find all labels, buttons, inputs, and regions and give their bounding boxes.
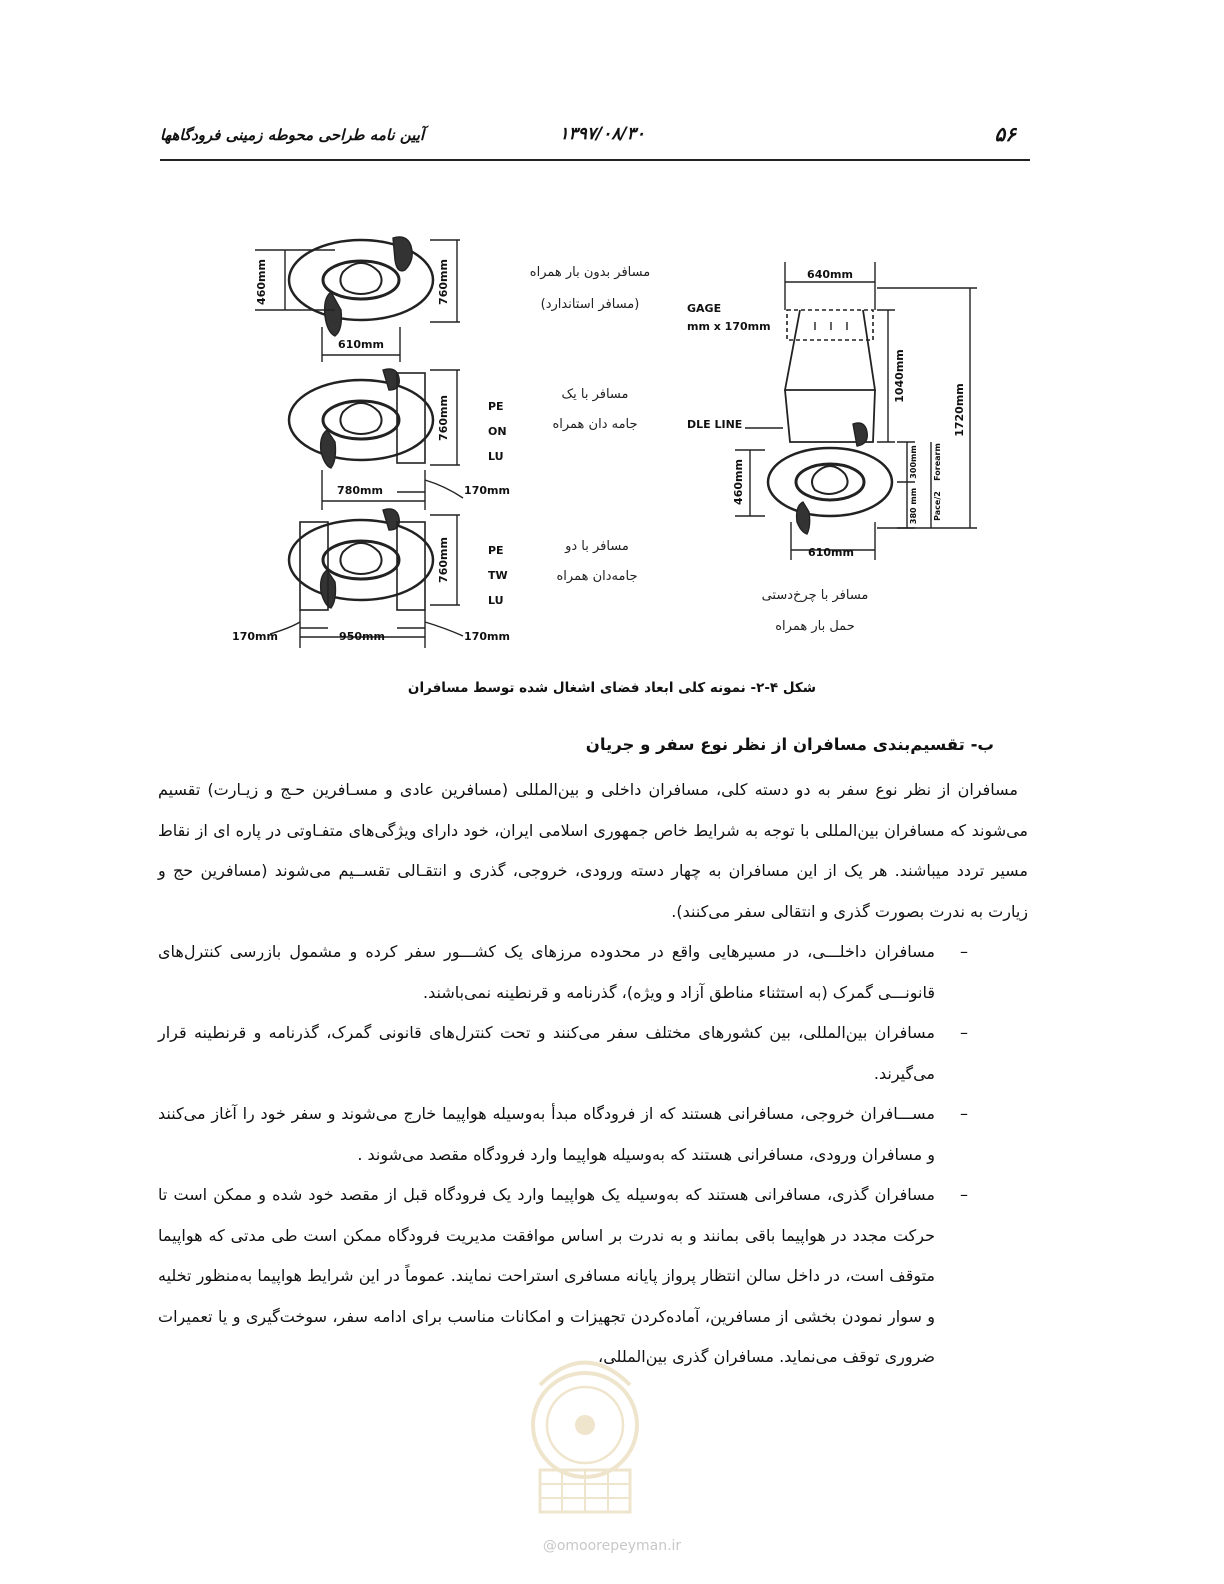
label-two-bags-line2: جامه‌دان همراه (556, 569, 638, 584)
dim-170-3: 170mm (464, 630, 510, 643)
label-lu-1: LU (488, 450, 504, 463)
bullet-dash: – (960, 942, 968, 961)
bullet-text: مسافران گذری، مسافرانی هستند که به‌وسیله یک هواپیما وارد یک فرودگاه قبل از مقصد خود شده و ممکن است تا حرکت مجدد در هواپیما باقی بمانند و به ندرت بر اساس موافقت مدیریت فرودگاه ممکن است طی مدتی که هواپیما متوقف است، در داخل سالن انتظار پرواز پایانه مسافری استراحت نمایند. عموماً در این شرایط هواپیما به‌منظور تخلیه و سوار نمودن بخشی از مسافرین، آماده‌کردن تجهیزات و امکانات مناسب برای ادامه سفر، سوخت‌گیری و یا تعمیرات ضروری توقف می‌نماید. مسافران گذری بین‌المللی، (158, 1185, 935, 1366)
bullet-dash: – (960, 1023, 968, 1042)
bullet-text: مسافران داخلـــی، در مسیرهایی واقع در محدوده مرزهای یک کشـــور سفر کرده و مشمول بازرسی کنترل‌های قانونـــی گمرک (به استثناء مناطق آزاد و ویژه)، گذرنامه و قرنطینه نمی‌باشند. (158, 942, 935, 1002)
dim-760-2: 760mm (437, 395, 450, 441)
dim-460-2: 460mm (732, 459, 745, 505)
label-gage-size: mm x 170mm (687, 320, 771, 333)
label-on: ON (488, 425, 507, 438)
intro-paragraph: مسافران از نظر نوع سفر به دو دسته کلی، مسافران داخلی و بین‌المللی (مسافرین عادی و مسـافرین حـج و زیـارت) تقسیم می‌شوند که مسافران بین‌المللی با توجه به شرایط خاص جمهوری اسلامی ایران، خود دارای ویژگی‌های متفـاوتی در پاره ای از نقاط مسیر تردد میباشند. هر یک از این مسافران به چهار دسته ورودی، خروجی، گذری و انتقـالی تقســیم می‌شوند (مسافرین حج و زیارت به ندرت بصورت گذری و انتقالی سفر می‌کنند). (158, 780, 1028, 921)
document-title: آیین نامه طراحی محوطه زمینی فرودگاهها (160, 126, 425, 144)
label-one-bag-line2: جامه دان همراه (552, 417, 638, 432)
body-text (158, 770, 1028, 1378)
dim-640: 640mm (807, 268, 853, 281)
label-pe-1: PE (488, 400, 504, 413)
label-two-bags-line1: مسافر با دو (565, 539, 629, 554)
label-tw: TW (488, 569, 508, 582)
label-cart-line1: مسافر با چرخ‌دستی (761, 588, 869, 603)
dim-760-1: 760mm (437, 259, 450, 305)
dim-170-1: 170mm (464, 484, 510, 497)
label-one-bag-line1: مسافر با یک (561, 387, 629, 402)
two-bags-passenger-drawing (270, 509, 463, 648)
dim-610-1: 610mm (338, 338, 384, 351)
bullet-dash: – (960, 1104, 968, 1123)
dim-780: 780mm (337, 484, 383, 497)
dim-170-2: 170mm (232, 630, 278, 643)
label-dle-line: DLE LINE (687, 418, 743, 431)
header-rule (160, 159, 1030, 161)
figure-caption: شکل ۴-۲- نمونه کلی ابعاد فضای اشغال شده توسط مسافران (407, 680, 817, 696)
bullet-dash: – (960, 1185, 968, 1204)
page-number: ۵۶ (994, 122, 1016, 146)
label-standard-line2: (مسافر استاندارد) (540, 297, 640, 312)
header-date: ۱۳۹۷/۰۸/۳۰ (559, 124, 645, 144)
watermark-url: @omoorepeyman.ir (542, 1538, 682, 1554)
dim-1720: 1720mm (953, 383, 966, 437)
label-pe-2: PE (488, 544, 504, 557)
list-item (158, 932, 1028, 1013)
label-forearm: Forearm (933, 443, 942, 481)
dim-380: 380 mm (909, 487, 918, 525)
dim-950: 950mm (339, 630, 385, 643)
bullet-list (158, 932, 1028, 1378)
section-heading: ب- تقسیم‌بندی مسافران از نظر نوع سفر و جریان (585, 735, 994, 754)
passenger-space-figure (225, 210, 1025, 660)
list-item (158, 1013, 1028, 1094)
label-cart-line2: حمل بار همراه (775, 619, 855, 634)
dim-460-1: 460mm (255, 259, 268, 305)
dim-760-3: 760mm (437, 537, 450, 583)
label-pace: Pace/2 (933, 491, 942, 521)
label-standard-line1: مسافر بدون بار همراه (529, 265, 651, 280)
label-gage: GAGE (687, 302, 722, 315)
dim-610-2: 610mm (808, 546, 854, 559)
watermark-seal (500, 1330, 670, 1520)
bullet-text: مســـافران خروجی، مسافرانی هستند که از فرودگاه مبدأ به‌وسیله هواپیما خارج می‌شوند و سفر خود را آغاز می‌کنند و مسافران ورودی، مسافرانی هستند که به‌وسیله هواپیما وارد فرودگاه مقصد می‌شوند . (158, 1104, 935, 1164)
dim-1040: 1040mm (893, 349, 906, 403)
list-item (158, 1094, 1028, 1175)
label-lu-2: LU (488, 594, 504, 607)
running-header (160, 118, 1030, 154)
bullet-text: مسافران بین‌المللی، بین کشورهای مختلف سفر می‌کنند و تحت کنترل‌های قانونی گمرک، گذرنامه و قرنطینه قرار می‌گیرند. (158, 1023, 935, 1083)
dim-300: 300mm (909, 445, 918, 479)
